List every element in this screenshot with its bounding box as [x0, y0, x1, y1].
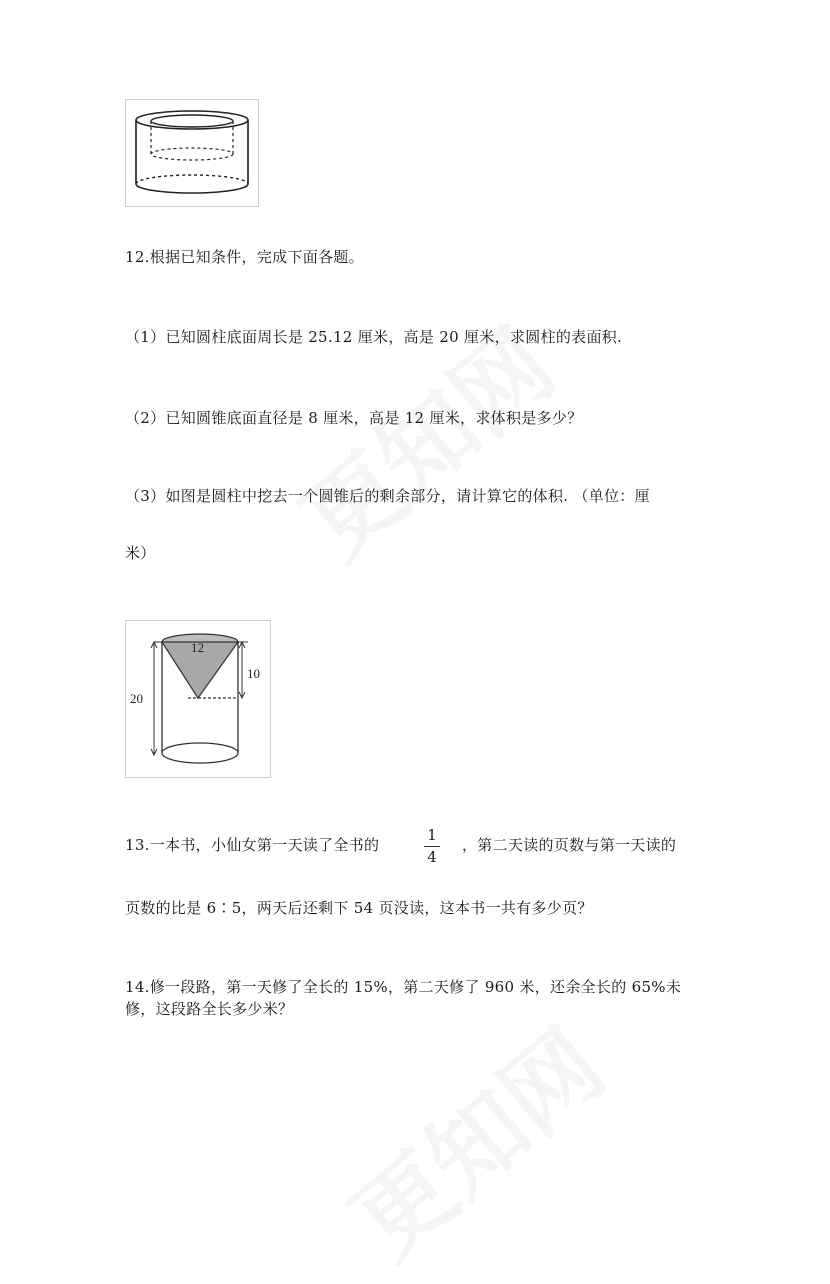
- cylinder-cone-drawing: [126, 621, 270, 777]
- q12-title: 12.根据已知条件，完成下面各题。: [125, 248, 364, 266]
- fraction-numerator: 1: [427, 826, 437, 844]
- q12-part1: （1）已知圆柱底面周长是 25.12 厘米，高是 20 厘米，求圆柱的表面积.: [125, 328, 623, 346]
- top-diameter-label: 12: [191, 640, 204, 655]
- fraction-bar: [424, 846, 440, 847]
- q13-line2: 页数的比是 6∶5，两天后还剩下 54 页没读，这本书一共有多少页？: [125, 899, 593, 917]
- watermark: [320, 993, 629, 1283]
- q12-part3-line1: （3）如图是圆柱中挖去一个圆锥后的剩余部分，请计算它的体积. （单位：厘: [125, 487, 650, 505]
- q14-line1: 14.修一段路，第一天修了全长的 15%，第二天修了 960 米，还余全长的 65%未: [125, 978, 682, 996]
- cylinder-cone-figure: [125, 620, 271, 778]
- q13-line1-end: ，第二天读的页数与第一天读的: [462, 836, 677, 854]
- q13-line1-start: 13.一本书，小仙女第一天读了全书的: [125, 836, 380, 854]
- fraction-denominator: 4: [427, 848, 437, 866]
- hollow-cylinder-figure: [125, 99, 259, 207]
- hollow-cylinder-drawing: [126, 100, 258, 206]
- q12-part3-line2: 米）: [125, 544, 156, 562]
- q12-part2: （2）已知圆锥底面直径是 8 厘米，高是 12 厘米，求体积是多少？: [125, 409, 583, 427]
- cylinder-height-label: 20: [130, 691, 143, 706]
- q14-line2: 修，这段路全长多少米？: [125, 1000, 294, 1018]
- cone-height-label: 10: [247, 666, 260, 681]
